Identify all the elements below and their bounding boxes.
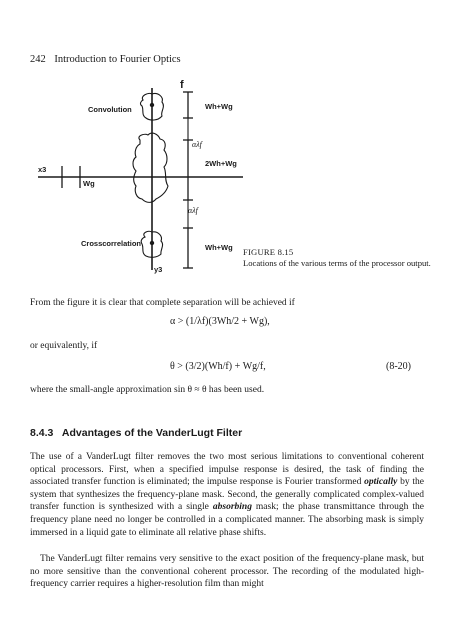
figure-caption [243, 247, 433, 268]
label-alpha-lambda-f: αλf [192, 140, 202, 149]
section-heading [30, 427, 242, 439]
page-number: 242 [30, 54, 46, 65]
label-f-axis: f [180, 79, 184, 91]
section-title: Advantages of the VanderLugt Filter [61, 427, 243, 439]
p4-part-c: mask; the phase transmittance through the frequency plane need no longer be controlled in a complicated manner. The absorbing mask is simply immersed in a liquid gate to eliminate all relative phase shifts. [30, 502, 424, 538]
label-wh-wg-bottom: Wh+Wg [205, 243, 233, 252]
equation-alpha: α > (1/λf)(3Wh/2 + Wg), [170, 316, 270, 327]
running-title: Introduction to Fourier Optics [54, 54, 181, 65]
p4-part-b: by the system that synthesizes the frequency-plane mask. Second, the generally complicated complex-valued transfer function is synthesized with a single [30, 477, 424, 513]
label-crosscorrelation: Crosscorrelation [81, 239, 142, 248]
equation-number: (8-20) [386, 361, 411, 372]
paragraph-4 [30, 451, 424, 539]
section-number: 8.4.3 [30, 427, 54, 439]
label-convolution: Convolution [88, 105, 132, 114]
central-term-shape [133, 133, 168, 202]
p4-emphasis-absorbing: absorbing [212, 502, 252, 513]
equation-theta: θ > (3/2)(Wh/f) + Wg/f, [170, 361, 266, 372]
label-y3-axis: y3 [154, 265, 163, 274]
paragraph-2: or equivalently, if [30, 341, 98, 351]
convolution-center-dot [150, 103, 154, 107]
p4-emphasis-optically: optically [364, 477, 398, 488]
p4-part-a: The use of a VanderLugt filter removes the two most serious limitations to conventional coherent optical processors. First, when a specified impulse response is desired, the task of finding the associated transfer function is eliminated; the impulse response is Fourier transformed [30, 452, 424, 488]
crosscorrelation-center-dot [150, 241, 154, 245]
caption-text: Locations of the various terms of the processor output. [243, 257, 431, 268]
paragraph-3: where the small-angle approximation sin θ ≈ θ has been used. [30, 385, 265, 395]
label-x3-axis: x3 [38, 165, 47, 174]
label-alpha-lambda-f-2: αλf [188, 206, 198, 215]
label-2wh-wg: 2Wh+Wg [205, 159, 237, 168]
caption-title: FIGURE 8.15 [243, 247, 294, 257]
paragraph-1: From the figure it is clear that complete separation will be achieved if [30, 298, 295, 308]
paragraph-5: The VanderLugt filter remains very sensitive to the exact position of the frequency-plane mask, but no more sensitive than the conventional coherent processor. The recording of the modulated high-frequency carrier requires a higher-resolution film than might [30, 554, 424, 590]
label-wg: Wg [83, 179, 95, 188]
label-wh-wg-top: Wh+Wg [205, 102, 233, 111]
